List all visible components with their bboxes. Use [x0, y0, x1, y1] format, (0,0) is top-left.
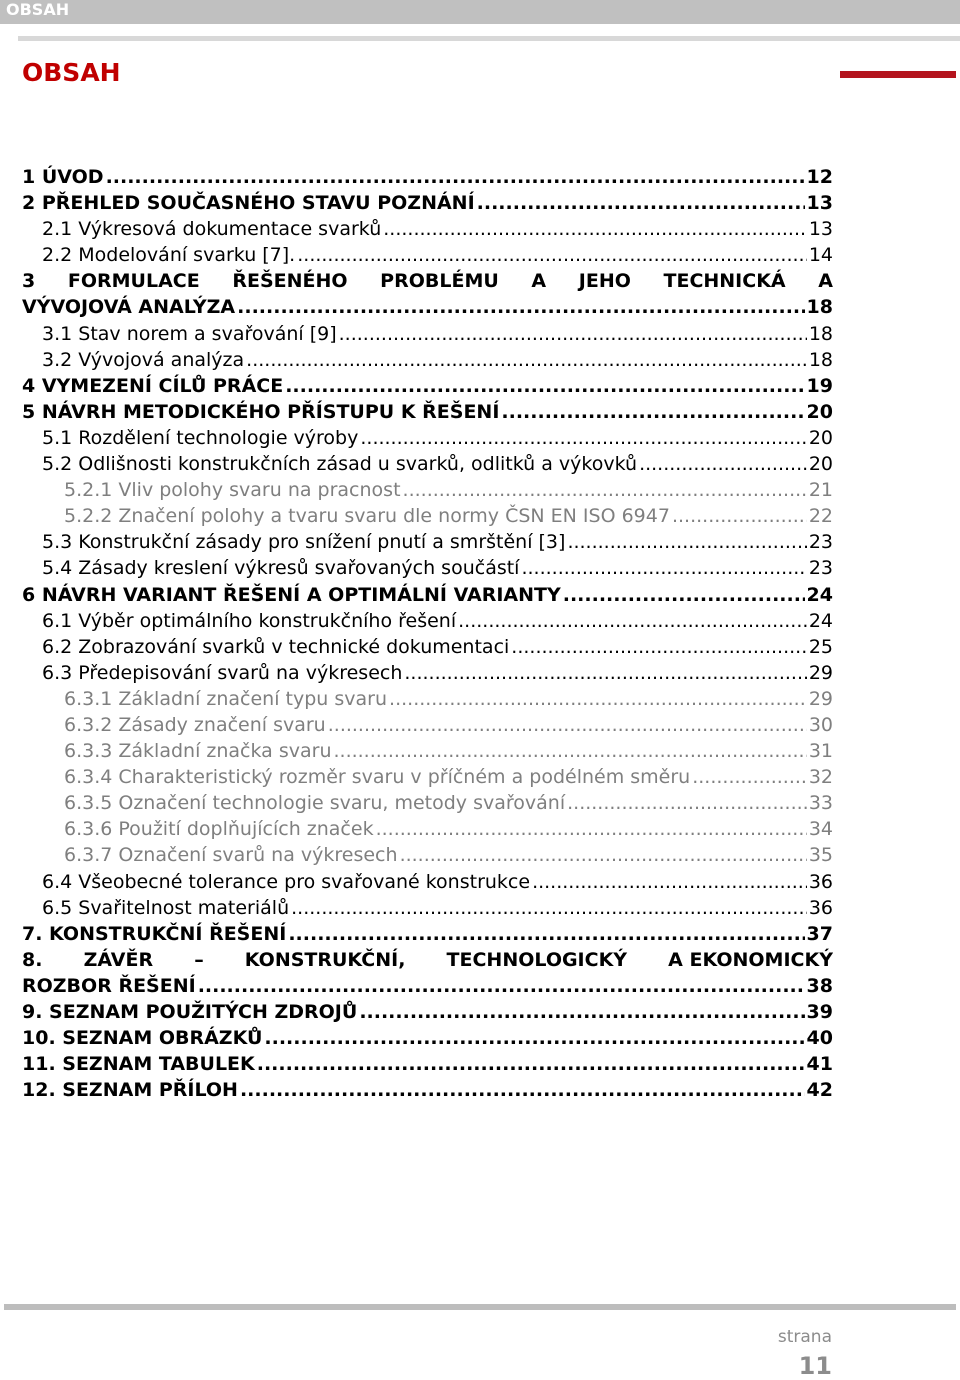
toc-leader: [246, 347, 807, 373]
toc-entry-page: 20: [806, 400, 833, 423]
toc-entry[interactable]: [22, 529, 833, 555]
running-header-bar: [0, 0, 960, 24]
toc-leader: [477, 190, 805, 216]
toc-entry[interactable]: [22, 712, 833, 738]
footer-rule: [4, 1304, 956, 1310]
toc-entry-page: 24: [808, 609, 833, 632]
toc-leader: [198, 973, 805, 999]
toc-word: TECHNOLOGICKÝ: [446, 948, 628, 971]
toc-entry[interactable]: [22, 764, 833, 790]
toc-entry-page: 20: [808, 426, 833, 449]
toc-leader: [106, 164, 805, 190]
toc-entry-label: 1 ÚVOD: [22, 166, 104, 188]
toc-entry[interactable]: [22, 869, 833, 895]
toc-leader: [240, 1077, 805, 1103]
toc-leader: [376, 816, 807, 842]
toc-entry-label: 6.2 Zobrazování svarků v technické dokumentaci: [42, 635, 510, 658]
toc-word: A EKONOMICKÝ: [668, 948, 833, 971]
toc-entry[interactable]: [22, 216, 833, 242]
toc-word: KONSTRUKČNÍ,: [244, 948, 406, 971]
toc-entry-label: 11. SEZNAM TABULEK: [22, 1053, 255, 1076]
toc-entry-label: 6.4 Všeobecné tolerance pro svařované konstrukce: [42, 870, 531, 893]
toc-entry-label: 5.2.2 Značení polohy a tvaru svaru dle normy ČSN EN ISO 6947: [64, 505, 670, 528]
toc-entry-page: 18: [808, 348, 833, 371]
page-number-label: strana: [777, 1327, 832, 1347]
toc-entry-label: 6.3.7 Označení svarů na výkresech: [64, 844, 398, 867]
toc-entry[interactable]: [22, 373, 833, 399]
toc-entry[interactable]: [22, 425, 833, 451]
toc-entry-label: 7. KONSTRUKČNÍ ŘEŠENÍ: [22, 922, 287, 945]
toc-entry-label: 6.1 Výběr optimálního konstrukčního řešení: [42, 609, 457, 632]
toc-word: PROBLÉMU: [380, 270, 499, 293]
toc-entry-page: 29: [808, 661, 833, 684]
toc-entry-label: 6.3.1 Základní značení typu svaru: [64, 687, 388, 710]
toc-entry[interactable]: [22, 1051, 833, 1077]
toc-entry-label: 5.3 Konstrukční zásady pro snížení pnutí a smrštění [3]: [42, 531, 566, 554]
toc-entry[interactable]: [22, 1025, 833, 1051]
page-title: OBSAH: [22, 58, 121, 87]
toc-entry-label: 6.3.2 Zásady značení svaru: [64, 713, 326, 736]
toc-leader: [285, 373, 804, 399]
toc-leader: [567, 529, 806, 555]
toc-entry[interactable]: [22, 503, 833, 529]
toc-leader: [339, 321, 807, 347]
toc-entry-page: 24: [806, 583, 833, 606]
toc-leader: [567, 790, 807, 816]
toc-leader: [383, 216, 807, 242]
toc-entry[interactable]: [22, 816, 833, 842]
toc-entry-page: 25: [808, 635, 833, 658]
toc-entry-label: 2 PŘEHLED SOUČASNÉHO STAVU POZNÁNÍ: [22, 192, 475, 215]
toc-entry-page: 35: [808, 844, 833, 867]
toc-entry[interactable]: [22, 660, 833, 686]
toc-entry-page: 21: [808, 479, 833, 502]
toc-entry-label: 6.3.6 Použití doplňujících značek: [64, 818, 374, 841]
toc-word: A: [818, 270, 833, 293]
toc-entry[interactable]: [22, 842, 833, 868]
heading-rule: [18, 36, 960, 41]
toc-entry-page: 31: [808, 740, 833, 763]
toc-word: TECHNICKÁ: [663, 270, 786, 293]
toc-entry-page: 19: [806, 374, 833, 397]
toc-entry[interactable]: [22, 190, 833, 216]
toc-leader: [672, 503, 807, 529]
toc-entry-page: 36: [808, 870, 833, 893]
toc-leader: [328, 712, 807, 738]
toc-entry[interactable]: [22, 347, 833, 373]
toc-entry-label: 5.2 Odlišnosti konstrukčních zásad u svarků, odlitků a výkovků: [42, 453, 638, 476]
toc-entry[interactable]: [22, 608, 833, 634]
toc-leader: [400, 842, 807, 868]
toc-leader: [237, 294, 804, 320]
toc-entry[interactable]: [22, 242, 833, 268]
toc-entry-label: 6.3 Předepisování svarů na výkresech: [42, 661, 403, 684]
toc-entry-label: 6.3.3 Základní značka svaru: [64, 740, 332, 763]
toc-leader: [404, 660, 806, 686]
toc-leader: [333, 738, 806, 764]
toc-entry-label: ROZBOR ŘEŠENÍ: [22, 974, 196, 997]
toc-entry[interactable]: [22, 451, 833, 477]
toc-entry-label: 3.1 Stav norem a svařování [9]: [42, 322, 337, 345]
toc-entry-page: 12: [806, 166, 833, 188]
toc-leader: [501, 399, 804, 425]
toc-leader: [639, 451, 807, 477]
toc-leader: [458, 608, 807, 634]
toc-entry-page: 36: [808, 896, 833, 919]
toc-entry-label: 5 NÁVRH METODICKÉHO PŘÍSTUPU K ŘEŠENÍ: [22, 400, 500, 423]
toc-entry[interactable]: [22, 738, 833, 764]
toc-entry-label: 6.3.4 Charakteristický rozměr svaru v příčném a podélném směru: [64, 766, 691, 789]
toc-word: JEHO: [578, 270, 631, 293]
table-of-contents: [22, 164, 833, 1103]
toc-entry-label: 5.1 Rozdělení technologie výroby: [42, 426, 359, 449]
toc-leader: [264, 1025, 804, 1051]
toc-entry-page: 39: [806, 1001, 833, 1023]
toc-entry-label: 5.2.1 Vliv polohy svaru na pracnost: [64, 479, 401, 502]
toc-entry[interactable]: [22, 321, 833, 347]
toc-entry-page: 34: [808, 818, 833, 841]
toc-entry[interactable]: [22, 895, 833, 921]
toc-entry[interactable]: [22, 999, 833, 1025]
toc-entry[interactable]: [22, 790, 833, 816]
toc-entry-label: 12. SEZNAM PŘÍLOH: [22, 1079, 238, 1102]
toc-entry-page: 38: [806, 974, 833, 997]
toc-entry-page: 13: [808, 218, 833, 241]
toc-leader: [511, 634, 807, 660]
toc-entry-page: 42: [806, 1079, 833, 1102]
toc-entry-page: 22: [808, 505, 833, 528]
toc-word: ZÁVĚR: [83, 948, 154, 971]
toc-entry-page: 13: [806, 192, 833, 215]
toc-entry-wrapped-first-line[interactable]: [22, 268, 833, 294]
toc-entry[interactable]: [22, 582, 833, 608]
toc-entry[interactable]: [22, 555, 833, 581]
toc-leader: [692, 764, 807, 790]
toc-entry-page: 30: [808, 713, 833, 736]
toc-leader: [389, 686, 807, 712]
heading-accent-bar: [840, 71, 956, 78]
toc-leader: [532, 869, 807, 895]
toc-entry-label: VÝVOJOVÁ ANALÝZA: [22, 296, 236, 319]
toc-leader: [403, 477, 807, 503]
toc-entry-page: 29: [808, 687, 833, 710]
toc-entry-page: 20: [808, 453, 833, 476]
toc-entry-page: 40: [806, 1027, 833, 1050]
toc-entry-label: 6 NÁVRH VARIANT ŘEŠENÍ A OPTIMÁLNÍ VARIANTY: [22, 583, 561, 606]
toc-entry-wrapped-last-line[interactable]: [22, 973, 833, 999]
toc-word: 8.: [22, 948, 43, 971]
toc-entry-label: 2.1 Výkresová dokumentace svarků: [42, 218, 382, 241]
toc-entry-page: 18: [808, 322, 833, 345]
toc-word: FORMULACE: [67, 270, 200, 293]
toc-entry[interactable]: [22, 164, 833, 190]
toc-entry[interactable]: [22, 1077, 833, 1103]
toc-entry-page: 37: [806, 922, 833, 945]
toc-entry-page: 23: [808, 557, 833, 580]
toc-entry[interactable]: [22, 686, 833, 712]
toc-entry[interactable]: [22, 921, 833, 947]
toc-word: ŘEŠENÉHO: [232, 270, 348, 293]
toc-leader: [257, 1051, 805, 1077]
toc-entry-label: 9. SEZNAM POUŽITÝCH ZDROJŮ: [22, 1001, 358, 1023]
toc-entry-label: 2.2 Modelování svarku [7].: [42, 244, 296, 267]
toc-word: A: [531, 270, 547, 293]
toc-leader: [360, 425, 806, 451]
toc-entry-wrapped-last-line[interactable]: [22, 294, 833, 320]
toc-leader: [359, 999, 804, 1025]
toc-entry-label: 5.4 Zásady kreslení výkresů svařovaných součástí: [42, 557, 520, 580]
toc-entry-page: 33: [808, 792, 833, 815]
toc-entry-page: 41: [806, 1053, 833, 1076]
toc-entry-page: 14: [808, 244, 833, 267]
toc-entry-wrapped-first-line[interactable]: [22, 947, 833, 973]
toc-word: 3: [22, 270, 36, 293]
toc-entry-page: 23: [808, 531, 833, 554]
toc-entry[interactable]: [22, 477, 833, 503]
toc-entry-label: 6.5 Svařitelnost materiálů: [42, 896, 290, 919]
toc-leader: [291, 895, 807, 921]
toc-leader: [521, 555, 806, 581]
toc-entry[interactable]: [22, 399, 833, 425]
toc-leader: [563, 582, 805, 608]
toc-word: –: [194, 948, 204, 971]
toc-leader: [288, 921, 804, 947]
toc-leader: [297, 242, 807, 268]
toc-entry-label: 10. SEZNAM OBRÁZKŮ: [22, 1027, 263, 1050]
page-number: 11: [798, 1352, 832, 1380]
toc-entry-label: 6.3.5 Označení technologie svaru, metody svařování: [64, 792, 566, 815]
toc-entry[interactable]: [22, 634, 833, 660]
toc-entry-label: 3.2 Vývojová analýza: [42, 348, 245, 371]
running-header-text: OBSAH: [6, 0, 70, 19]
toc-entry-page: 32: [808, 766, 833, 789]
toc-entry-label: 4 VYMEZENÍ CÍLŮ PRÁCE: [22, 374, 284, 397]
toc-entry-page: 18: [806, 296, 833, 319]
